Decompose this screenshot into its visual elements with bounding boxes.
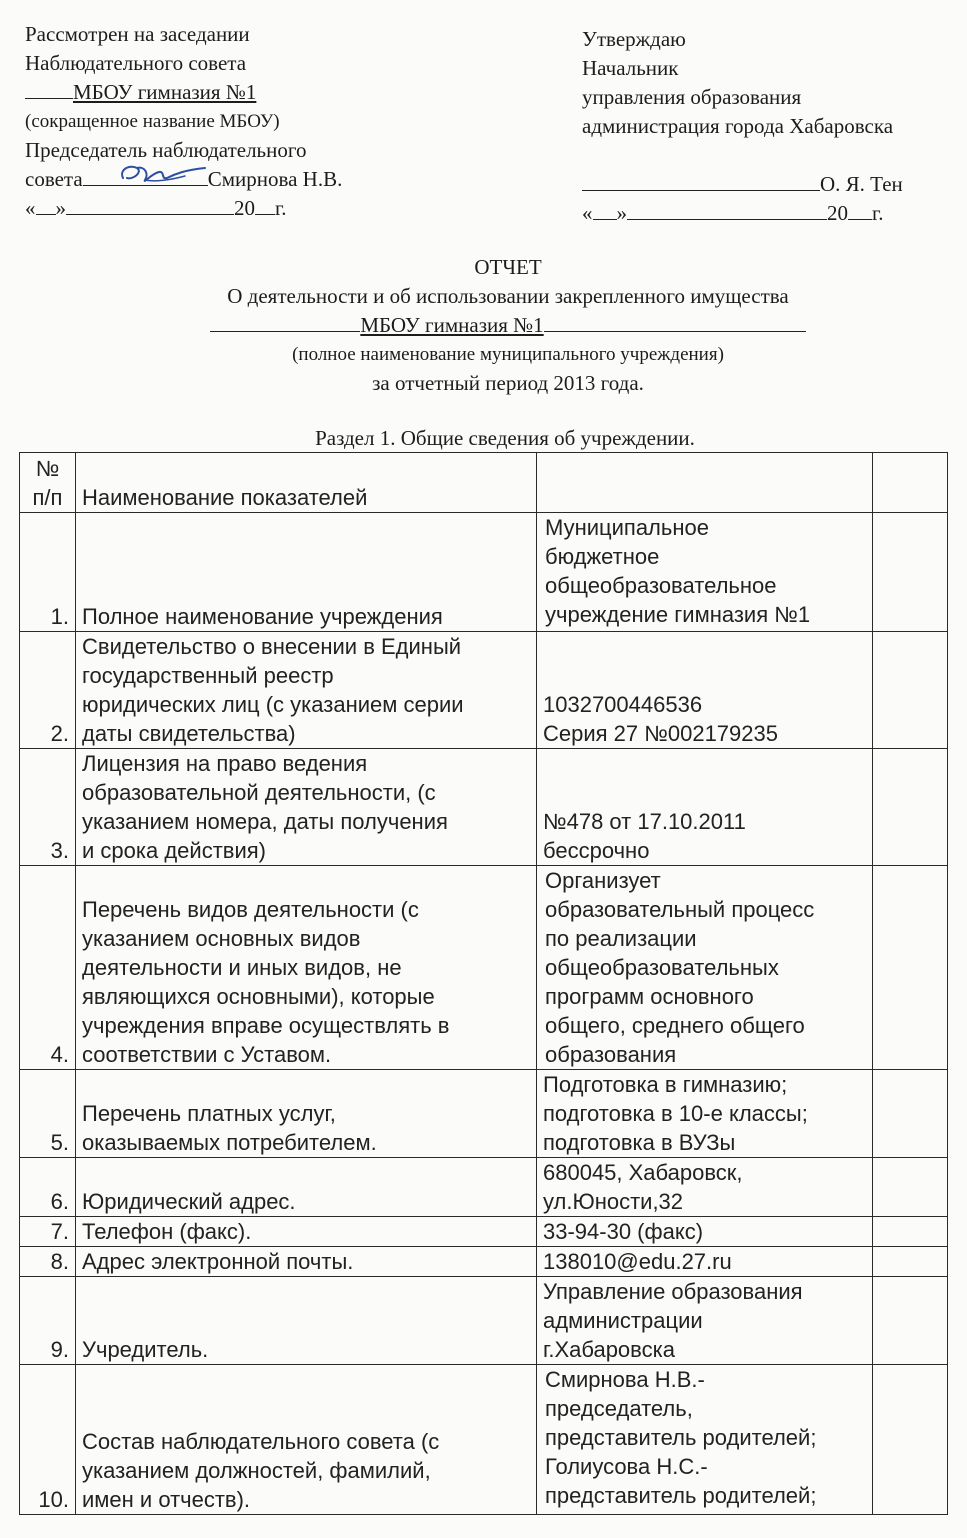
extra-cell — [873, 1247, 948, 1277]
institution-note: (полное наименование муниципального учреждения) — [292, 344, 724, 365]
indicator-value: Смирнова Н.В.- председатель, представитель родителей; Голиусова Н.С.- представитель родителей; — [537, 1365, 873, 1515]
council-line-2: Наблюдательного совета — [25, 51, 247, 75]
council-line-3 — [25, 78, 342, 107]
approve-line-3: управления образования — [582, 85, 802, 109]
row-number: 7. — [20, 1217, 76, 1247]
row-number: 1. — [20, 513, 76, 632]
indicator-name: Свидетельство о внесении в Единый государственный реестр юридических лиц (с указанием серии даты свидетельства) — [76, 632, 537, 749]
council-date-line: « » 20 г. — [25, 196, 287, 220]
extra-cell — [873, 1070, 948, 1158]
header-name: Наименование показателей — [76, 453, 537, 513]
row-number: 9. — [20, 1277, 76, 1365]
row-number: 3. — [20, 749, 76, 866]
row-number: 6. — [20, 1158, 76, 1217]
approve-line-4: администрация города Хабаровска — [582, 114, 894, 138]
approver-name: О. Я. Тен — [820, 172, 903, 196]
head-approval-block — [582, 25, 903, 228]
indicator-name: Телефон (факс). — [76, 1217, 537, 1247]
table-header-row — [20, 453, 948, 513]
general-info-table — [19, 452, 948, 1515]
extra-cell — [873, 1365, 948, 1515]
extra-cell — [873, 1158, 948, 1217]
header-num: № п/п — [20, 453, 76, 513]
extra-cell — [873, 513, 948, 632]
extra-cell — [873, 1277, 948, 1365]
report-title-block — [0, 253, 967, 398]
institution-full-name: МБОУ гимназия №1 — [360, 313, 544, 337]
row-number: 5. — [20, 1070, 76, 1158]
council-line-4: (сокращенное название МБОУ) — [25, 111, 280, 132]
row-number: 2. — [20, 632, 76, 749]
table-row — [20, 513, 948, 632]
header-value — [537, 453, 873, 513]
report-subheading: О деятельности и об использовании закрепленного имущества — [227, 284, 789, 308]
table-row — [20, 1217, 948, 1247]
approve-signer-line — [582, 170, 903, 199]
indicator-name: Состав наблюдательного совета (с указанием должностей, фамилий, имен и отчеств). — [76, 1365, 537, 1515]
extra-cell — [873, 632, 948, 749]
extra-cell — [873, 749, 948, 866]
council-line-5: Председатель наблюдательного — [25, 138, 307, 162]
indicator-value: Организует образовательный процесс по реализации общеобразовательных программ основного общего, среднего общего образования — [537, 866, 873, 1070]
indicator-value: 33-94-30 (факс) — [537, 1217, 873, 1247]
indicator-name: Лицензия на право ведения образовательной деятельности, (с указанием номера, даты получения и срока действия) — [76, 749, 537, 866]
extra-cell — [873, 1217, 948, 1247]
indicator-value: Управление образования администрации г.Хабаровска — [537, 1277, 873, 1365]
table-row — [20, 1277, 948, 1365]
section-title: Раздел 1. Общие сведения об учреждении. — [315, 426, 695, 450]
report-period: за отчетный период 2013 года. — [372, 371, 644, 395]
table-row — [20, 1247, 948, 1277]
council-line-1: Рассмотрен на заседании — [25, 22, 250, 46]
chair-signature — [115, 160, 210, 188]
indicator-value: №478 от 17.10.2011 бессрочно — [537, 749, 873, 866]
chair-name: Смирнова Н.В. — [207, 167, 343, 191]
indicator-name: Полное наименование учреждения — [76, 513, 537, 632]
institution-short-name: МБОУ гимназия №1 — [73, 80, 257, 104]
indicator-value: Муниципальное бюджетное общеобразовательное учреждение гимназия №1 — [537, 513, 873, 632]
row-number: 8. — [20, 1247, 76, 1277]
row-number: 4. — [20, 866, 76, 1070]
indicator-name: Перечень видов деятельности (с указанием основных видов деятельности и иных видов, не являющихся основными), которые учреждения вправе осуществлять в соответствии с Уставом. — [76, 866, 537, 1070]
table-row — [20, 1070, 948, 1158]
indicator-value: 138010@edu.27.ru — [537, 1247, 873, 1277]
council-approval-block — [25, 20, 342, 223]
table-row — [20, 749, 948, 866]
council-line-6: совета Смирнова Н.В. — [25, 167, 343, 191]
indicator-name: Перечень платных услуг, оказываемых потребителем. — [76, 1070, 537, 1158]
header-extra — [873, 453, 948, 513]
indicator-value: 1032700446536 Серия 27 №002179235 — [537, 632, 873, 749]
extra-cell — [873, 866, 948, 1070]
indicator-value: Подготовка в гимназию; подготовка в 10-е классы; подготовка в ВУЗы — [537, 1070, 873, 1158]
approve-line-2: Начальник — [582, 56, 679, 80]
table-row — [20, 866, 948, 1070]
indicator-name: Адрес электронной почты. — [76, 1247, 537, 1277]
approve-date-line: « » 20 г. — [582, 201, 884, 225]
table-row — [20, 1365, 948, 1515]
report-heading: ОТЧЕТ — [474, 255, 542, 279]
row-number: 10. — [20, 1365, 76, 1515]
indicator-name: Учредитель. — [76, 1277, 537, 1365]
approve-line-1: Утверждаю — [582, 27, 686, 51]
table-row — [20, 1158, 948, 1217]
indicator-name: Юридический адрес. — [76, 1158, 537, 1217]
table-row — [20, 632, 948, 749]
indicator-value: 680045, Хабаровск, ул.Юности,32 — [537, 1158, 873, 1217]
report-institution-line — [0, 311, 967, 340]
